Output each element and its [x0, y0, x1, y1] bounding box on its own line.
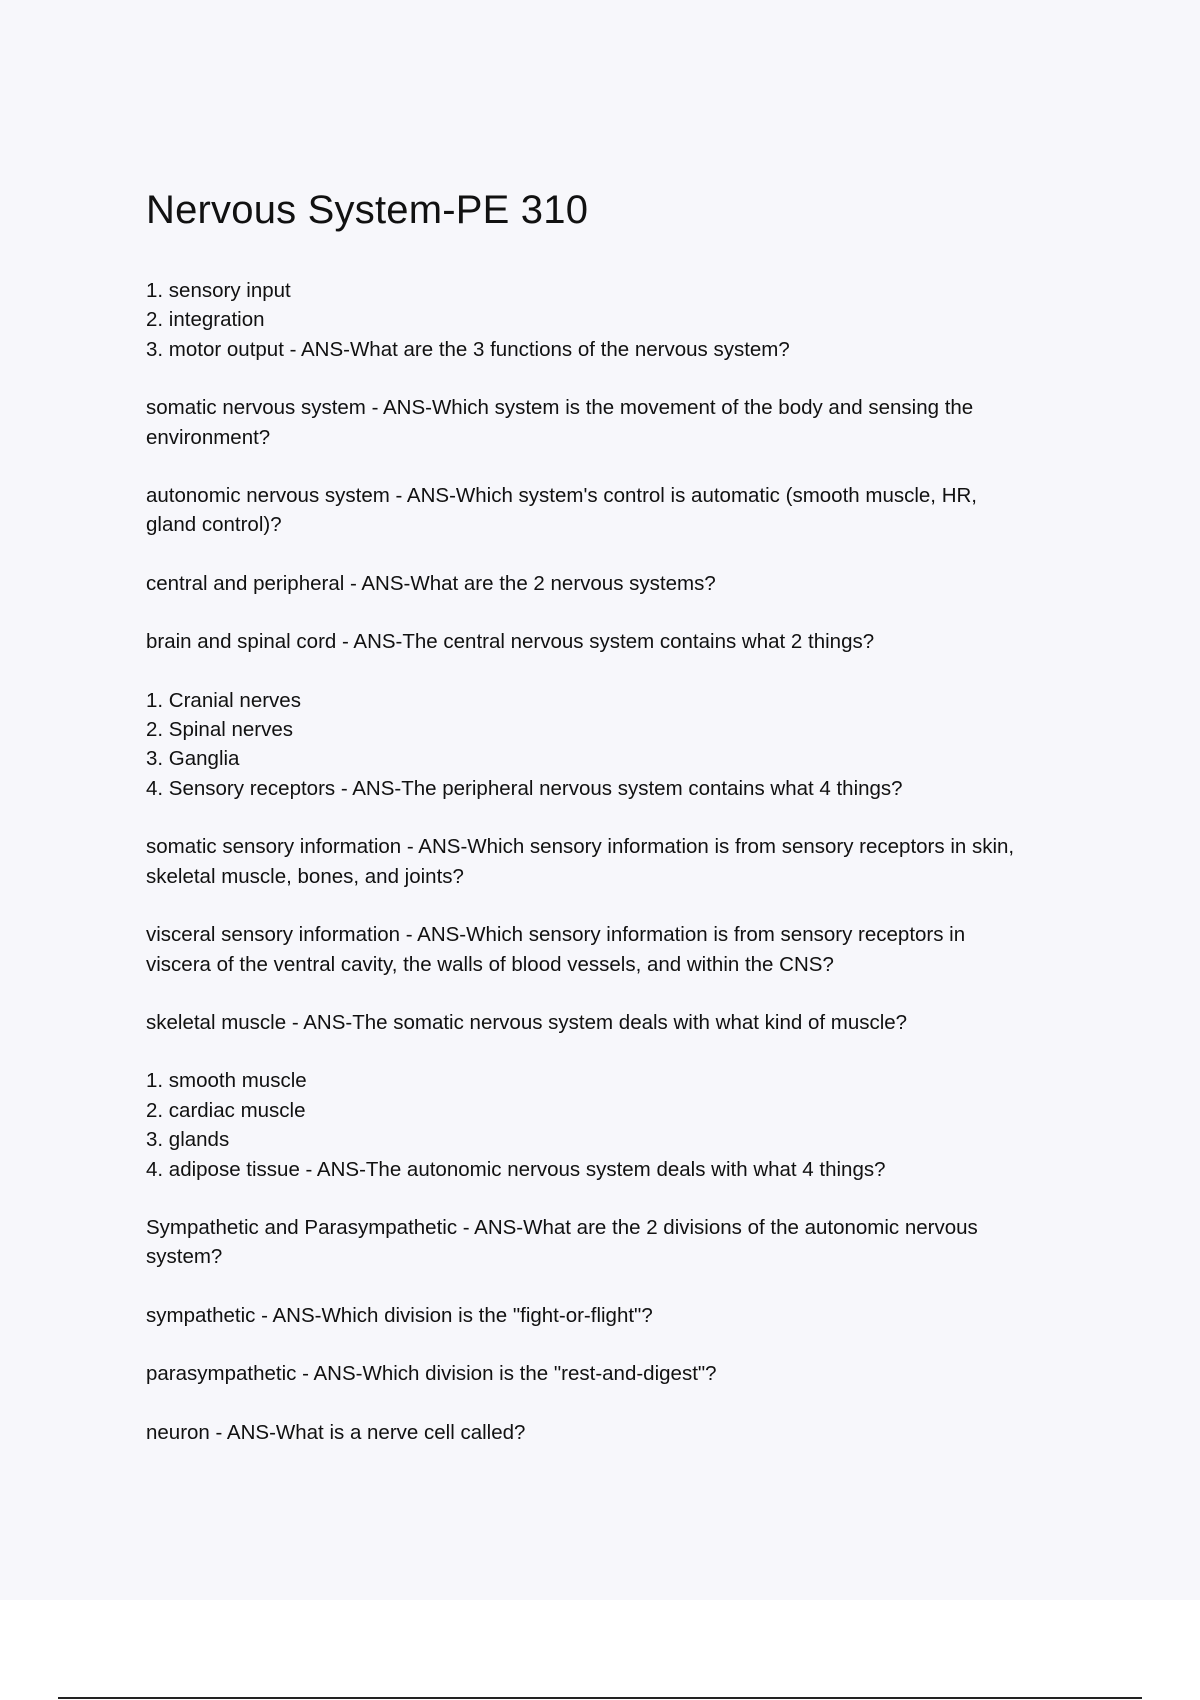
qa-entry-line: parasympathetic - ANS-Which division is the "rest-and-digest"? [146, 1362, 717, 1386]
qa-entry [146, 569, 1096, 598]
qa-entry-list [146, 276, 1096, 1447]
qa-entry [146, 276, 1096, 364]
qa-entry-line: 3. glands [146, 1128, 230, 1152]
qa-entry-line: 2. cardiac muscle [146, 1098, 306, 1122]
qa-entry [146, 1213, 1096, 1272]
qa-entry [146, 1418, 1096, 1447]
qa-entry-line: sympathetic - ANS-Which division is the "fight-or-flight"? [146, 1303, 653, 1327]
qa-entry [146, 686, 1096, 804]
qa-entry-line: autonomic nervous system - ANS-Which system's control is automatic (smooth muscle, HR, [146, 484, 978, 508]
qa-entry-line: 4. adipose tissue - ANS-The autonomic nervous system deals with what 4 things? [146, 1157, 886, 1181]
qa-entry-line: 3. Ganglia [146, 747, 240, 771]
qa-entry-line: 4. Sensory receptors - ANS-The peripheral nervous system contains what 4 things? [146, 776, 903, 800]
qa-entry-line: skeletal muscle - ANS-The somatic nervous system deals with what kind of muscle? [146, 1010, 908, 1034]
qa-entry-line: central and peripheral - ANS-What are the 2 nervous systems? [146, 571, 716, 595]
qa-entry-line: neuron - ANS-What is a nerve cell called? [146, 1420, 526, 1444]
qa-entry-line: viscera of the ventral cavity, the walls of blood vessels, and within the CNS? [146, 952, 834, 976]
qa-entry-line: Sympathetic and Parasympathetic - ANS-What are the 2 divisions of the autonomic nervous [146, 1215, 978, 1239]
qa-entry [146, 1301, 1096, 1330]
qa-entry-line: brain and spinal cord - ANS-The central nervous system contains what 2 things? [146, 630, 875, 654]
page-divider [58, 1697, 1142, 1699]
qa-entry-line: 1. smooth muscle [146, 1069, 307, 1093]
qa-entry-line: 1. Cranial nerves [146, 688, 301, 712]
document-content [146, 184, 1096, 1476]
qa-entry [146, 1008, 1096, 1037]
document-title: Nervous System-PE 310 [146, 188, 589, 232]
qa-entry-line: 1. sensory input [146, 279, 291, 302]
qa-entry-line: visceral sensory information - ANS-Which sensory information is from sensory receptors in [146, 923, 966, 947]
qa-entry [146, 1359, 1096, 1388]
qa-entry [146, 393, 1096, 452]
qa-entry [146, 832, 1096, 891]
qa-entry-line: gland control)? [146, 513, 282, 537]
qa-entry-line: skeletal muscle, bones, and joints? [146, 864, 464, 888]
qa-entry [146, 481, 1096, 540]
qa-entry-line: somatic sensory information - ANS-Which sensory information is from sensory receptors in skin, [146, 835, 1015, 859]
qa-entry-line: system? [146, 1245, 223, 1269]
qa-entry-line: 2. Spinal nerves [146, 718, 294, 742]
qa-entry-line: 3. motor output - ANS-What are the 3 functions of the nervous system? [146, 337, 790, 361]
qa-entry-line: environment? [146, 425, 271, 449]
qa-entry [146, 1066, 1096, 1184]
qa-entry-line: 2. integration [146, 308, 265, 332]
qa-entry-line: somatic nervous system - ANS-Which system is the movement of the body and sensing the [146, 396, 974, 420]
qa-entry [146, 920, 1096, 979]
qa-entry [146, 627, 1096, 656]
